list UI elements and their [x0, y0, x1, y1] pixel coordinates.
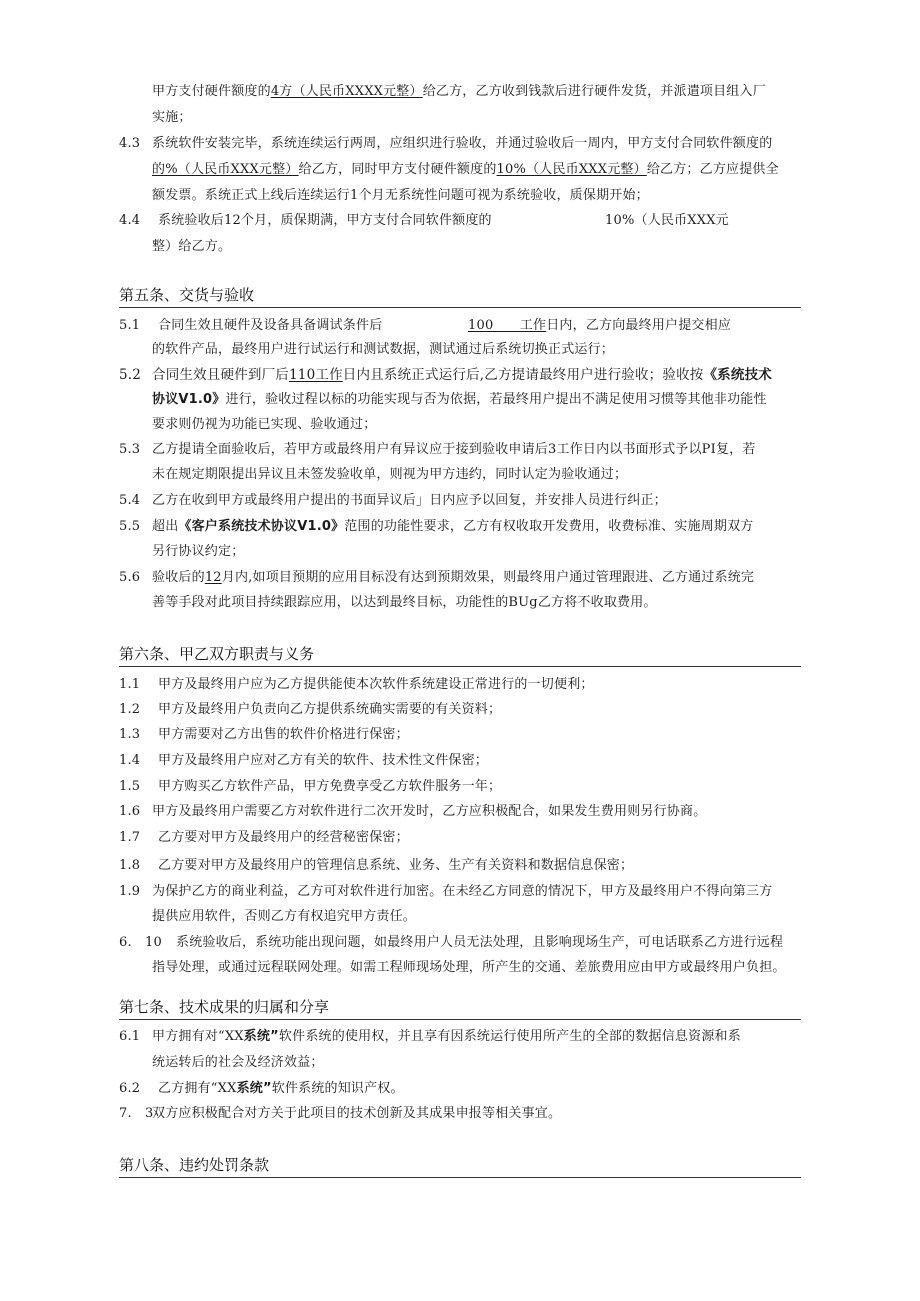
text: 日内且系统正式运行后,乙方提请最终用户进行验收；验收按 [342, 367, 704, 383]
text: 甲方拥有对“XX [152, 1029, 244, 1044]
section-7-heading: 第七条、技术成果的归属和分享 [119, 997, 801, 1020]
clause-number: 4.3 [119, 136, 141, 151]
clause-number: 1.4 [119, 753, 141, 768]
text: 乙方要对甲方及最终用户的管理信息系统、业务、生产有关资料和数据信息保密； [158, 858, 634, 873]
text: 给乙方，同时甲方支付硬件额度的 [298, 162, 497, 177]
clause-5-1-line-2: 的软件产品，最终用户进行试运行和测试数据，测试通过后系统切换正式运行； [152, 342, 615, 357]
text: 软件系统的知识产权。 [271, 1081, 404, 1096]
text: 软件系统的使用权，并且享有因系统运行使用所产生的全部的数据信息资源和系 [278, 1029, 741, 1044]
section-5-heading: 第五条、交货与验收 [119, 285, 801, 308]
clause-7-1-line-1 [119, 1028, 741, 1046]
text: 系统软件安装完毕，系统连续运行两周，应组织进行验收，并通过验收后一周内，甲方支付合同软件额度的 [152, 136, 773, 151]
clause-4-3-line-1 [119, 135, 772, 153]
clause-number: 7. 3 [119, 1106, 154, 1121]
bold-system-name: 系统” [236, 1081, 272, 1096]
clause-6-10-line-1 [119, 934, 783, 952]
clause-number: 1.7 [119, 830, 141, 845]
clause-4-4-amount: 10%（人民币XXX元 [605, 213, 729, 228]
clause-5-5-line-1 [119, 518, 754, 536]
text: 甲方购买乙方软件产品，甲方免费享受乙方软件服务一年； [158, 779, 502, 794]
text: 月内,如项目预期的应用目标没有达到预期效果，则最终用户通过管理跟进、乙方通过系统完 [221, 570, 755, 585]
clause-number: 5.3 [119, 442, 141, 457]
text: 超出 [152, 519, 179, 534]
text: 为保护乙方的商业利益，乙方可对软件进行加密。在未经乙方同意的情况下，甲方及最终用户不得向第三方 [152, 884, 773, 899]
clause-5-1-line-1 [119, 317, 382, 335]
clause-number: 5.5 [119, 519, 141, 534]
clause-6-9-line-1 [119, 883, 772, 901]
clause-number: 1.5 [119, 779, 141, 794]
clause-7-1-line-2: 统运转后的社会及经济效益； [152, 1055, 324, 1070]
clause-number: 6.1 [119, 1029, 141, 1044]
clause-6-10-line-2: 指导处理，或通过远程联网处理。如需工程师现场处理，所产生的交通、差旅费用应由甲方或最终用户负担。 [152, 960, 786, 975]
clause-7-3 [119, 1105, 561, 1123]
clause-6-1 [119, 676, 594, 694]
clause-number: 6.2 [119, 1081, 141, 1096]
clause-6-4 [119, 752, 488, 770]
clause-5-6-line-2: 善等手段对此项目持续跟踪应用，以达到最终目标，功能性的BUg乙方将不收取费用。 [152, 595, 657, 610]
clause-4-4-line-2: 整）给乙方。 [152, 239, 232, 254]
clause-5-3-line-1 [119, 441, 756, 459]
text: 甲方及最终用户需要乙方对软件进行二次开发时，乙方应积极配合，如果发生费用则另行协商。 [152, 804, 707, 819]
bold-doc-title: 《客户系统技术协议V1.0》 [178, 519, 345, 534]
text: 双方应积极配合对方关于此项目的技术创新及其成果申报等相关事宜。 [152, 1106, 562, 1121]
bold-doc-title: 协议V1.0》 [152, 392, 226, 407]
text: 甲方支付硬件额度的 [152, 84, 271, 99]
clause-number: 4.4 [119, 213, 141, 228]
clause-number: 1.8 [119, 858, 141, 873]
clause-4-3-line-3: 额发票。系统正式上线后连续运行1个月无系统性问题可视为系统验收，质保期开始； [152, 188, 649, 203]
text: 甲方需要对乙方出售的软件价格进行保密； [158, 727, 409, 742]
clause-4-2-line-2: 实施； [152, 110, 192, 125]
clause-5-6-line-1 [119, 569, 754, 587]
underlined-months: 12 [204, 570, 222, 585]
clause-number: 1.1 [119, 677, 141, 692]
text: 乙方拥有“XX [158, 1081, 237, 1096]
clause-6-8 [119, 857, 633, 875]
clause-6-2 [119, 701, 501, 719]
text: 进行，验收过程以标的功能实现与否为依据，若最终用户提出不满足使用习惯等其他非功能性 [225, 392, 767, 407]
clause-5-5-line-2: 另行协议约定； [152, 544, 245, 559]
text: 乙方提请全面验收后，若甲方或最终用户有异议应于接到验收申请后3工作日内以书面形式予以PI复，若 [152, 442, 756, 457]
text: 甲方及最终用户应对乙方有关的软件、技术性文件保密； [158, 753, 489, 768]
text: 乙方在收到甲方或最终用户提出的书面异议后」日内应予以回复，并安排人员进行纠正； [152, 493, 667, 508]
bold-system-name: 系统” [243, 1029, 279, 1044]
clause-number: 1.2 [119, 702, 141, 717]
underlined-amount: 10%（人民币XXX元整） [496, 162, 647, 177]
clause-6-7 [119, 829, 409, 847]
clause-5-2-line-3: 要求则仍视为功能已实现、验收通过； [152, 417, 377, 432]
clause-number: 6. 10 [119, 935, 162, 950]
clause-number: 5.1 [119, 318, 141, 333]
clause-5-4-line-1 [119, 492, 667, 510]
underlined-days: 100 工作 [468, 318, 547, 333]
text: 甲方及最终用户应为乙方提供能使本次软件系统建设正常进行的一切便利； [158, 677, 594, 692]
text: 甲方及最终用户负责向乙方提供系统确实需要的有关资料； [158, 702, 502, 717]
clause-4-2-line-1 [152, 83, 766, 101]
text: 给乙方；乙方应提供全 [646, 162, 779, 177]
text: 验收后的 [152, 570, 205, 585]
text: 系统验收后12个月，质保期满，甲方支付合同软件额度的 [158, 213, 492, 228]
text: 系统验收后，系统功能出现问题，如最终用户人员无法处理，且影响现场生产，可电话联系乙方进行远程 [176, 935, 784, 950]
clause-6-9-line-2: 提供应用软件，否则乙方有权追究甲方责任。 [152, 909, 417, 924]
clause-6-3 [119, 726, 409, 744]
clause-4-3-line-2 [152, 161, 779, 179]
clause-5-2-line-2 [152, 391, 767, 409]
underlined-days: 110工作 [289, 367, 343, 383]
clause-number: 5.4 [119, 493, 141, 508]
text: 日内，乙方向最终用户提交相应 [546, 318, 732, 333]
clause-7-2 [119, 1080, 404, 1098]
clause-5-2-line-1 [119, 366, 772, 384]
clause-6-6 [119, 803, 706, 821]
clause-number: 1.6 [119, 804, 141, 819]
clause-number: 1.9 [119, 884, 141, 899]
text: 合同生效且硬件到厂后 [152, 367, 289, 383]
text: 给乙方，乙方收到钱款后进行硬件发货，并派遣项目组入厂 [422, 84, 766, 99]
clause-5-3-line-2: 未在规定期限提出异议且未签发验收单，则视为甲方违约，同时认定为验收通过； [152, 467, 628, 482]
underlined-amount: 4方（人民币XXXX元整） [270, 84, 423, 99]
section-6-heading: 第六条、甲乙双方职责与义务 [119, 644, 801, 667]
bold-doc-title: 《系统技术 [703, 367, 772, 383]
clause-4-4-line-1 [119, 212, 492, 230]
text: 合同生效且硬件及设备具备调试条件后 [158, 318, 383, 333]
text: 范围的功能性要求，乙方有权收取开发费用，收费标准、实施周期双方 [344, 519, 754, 534]
clause-6-5 [119, 778, 501, 796]
clause-5-1-line-1-tail [468, 317, 731, 335]
clause-number: 1.3 [119, 727, 141, 742]
section-8-heading: 第八条、违约处罚条款 [119, 1155, 801, 1178]
clause-number: 5.6 [119, 570, 141, 585]
clause-number: 5.2 [119, 367, 142, 383]
text: 乙方要对甲方及最终用户的经营秘密保密； [158, 830, 409, 845]
underlined-amount: 的%（人民币XXX元整） [152, 162, 299, 177]
